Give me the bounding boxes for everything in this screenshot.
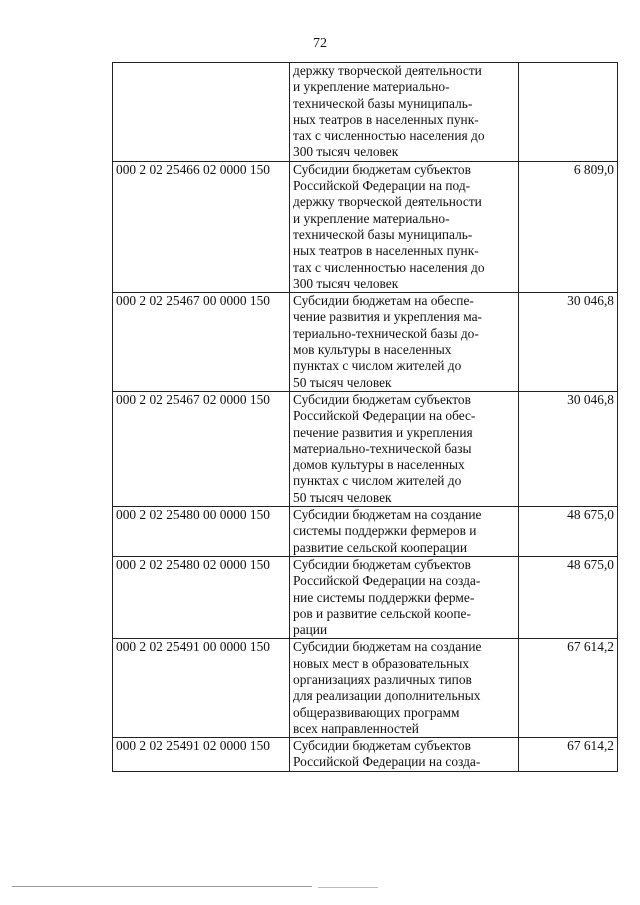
table-row	[113, 161, 618, 292]
description-cell: Субсидии бюджетам субъектов Российской Федерации на под- держку творческой деятельности и укрепление материально- технической базы муниципаль- ных театров в населенных пунк- тах с численностью населения до 300 тысяч человек	[290, 161, 519, 292]
footer-divider	[12, 886, 312, 887]
table-row	[113, 391, 618, 506]
budget-code-cell: 000 2 02 25480 00 0000 150	[113, 507, 290, 557]
description-cell: Субсидии бюджетам на создание новых мест в образовательных организациях различных типов для реализации дополнительных общеразвивающих программ всех направленностей	[290, 639, 519, 738]
budget-code-cell: 000 2 02 25480 02 0000 150	[113, 556, 290, 638]
table-row	[113, 556, 618, 638]
table-row	[113, 293, 618, 392]
table-row	[113, 507, 618, 557]
budget-code-cell: 000 2 02 25491 00 0000 150	[113, 639, 290, 738]
budget-table	[112, 62, 618, 772]
description-cell: Субсидии бюджетам субъектов Российской Федерации на обес- печение развития и укрепления материально-технической базы домов культуры в населенных пунктах с числом жителей до 50 тысяч человек	[290, 391, 519, 506]
table-row	[113, 639, 618, 738]
description-cell: держку творческой деятельности и укрепление материально- технической базы муниципаль- ных театров в населенных пунк- тах с численностью населения до 300 тысяч человек	[290, 63, 519, 162]
amount-cell: 67 614,2	[519, 639, 618, 738]
amount-cell: 30 046,8	[519, 391, 618, 506]
amount-cell: 67 614,2	[519, 738, 618, 772]
budget-code-cell	[113, 63, 290, 162]
description-cell: Субсидии бюджетам на обеспе- чение развития и укрепления ма- териально-технической базы до- мов культуры в населенных пунктах с числом жителей до 50 тысяч человек	[290, 293, 519, 392]
amount-cell: 48 675,0	[519, 556, 618, 638]
footer-divider	[318, 887, 378, 888]
amount-cell: 30 046,8	[519, 293, 618, 392]
budget-code-cell: 000 2 02 25467 02 0000 150	[113, 391, 290, 506]
table-row	[113, 738, 618, 772]
description-cell: Субсидии бюджетам субъектов Российской Федерации на созда- ние системы поддержки ферме- ров и развитие сельской коопе- рации	[290, 556, 519, 638]
table-row	[113, 63, 618, 162]
page-number: 72	[313, 36, 327, 51]
amount-cell: 48 675,0	[519, 507, 618, 557]
amount-cell: 6 809,0	[519, 161, 618, 292]
description-cell: Субсидии бюджетам субъектов Российской Федерации на созда-	[290, 738, 519, 772]
budget-code-cell: 000 2 02 25467 00 0000 150	[113, 293, 290, 392]
amount-cell	[519, 63, 618, 162]
budget-code-cell: 000 2 02 25491 02 0000 150	[113, 738, 290, 772]
description-cell: Субсидии бюджетам на создание системы поддержки фермеров и развитие сельской кооперации	[290, 507, 519, 557]
budget-code-cell: 000 2 02 25466 02 0000 150	[113, 161, 290, 292]
